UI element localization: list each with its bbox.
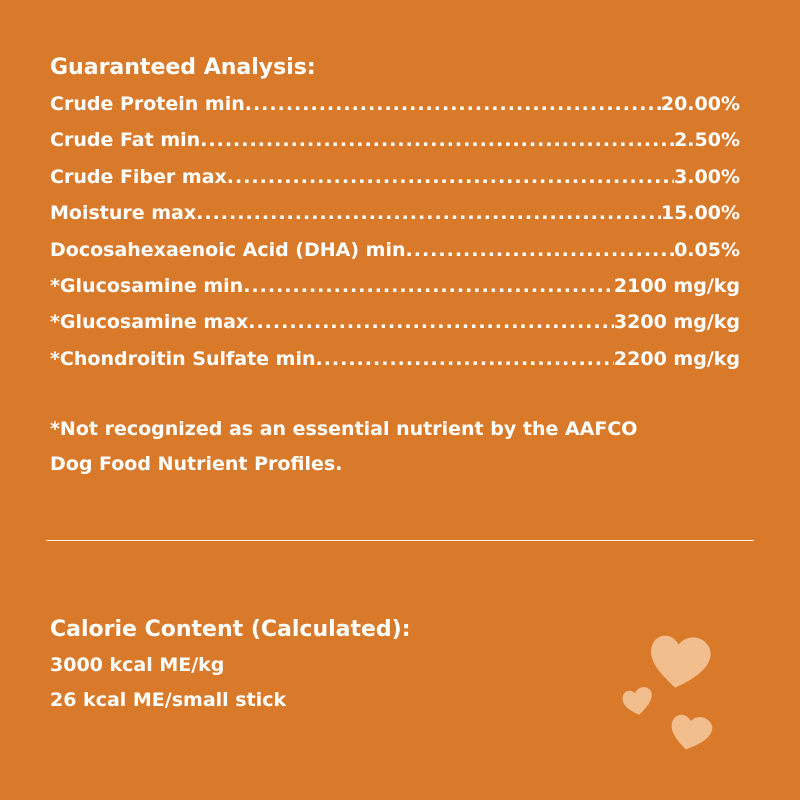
- dot-leader: [248, 304, 614, 340]
- footnote-line-2: Dog Food Nutrient Profiles.: [50, 453, 343, 475]
- analysis-row-crude-protein: [50, 86, 740, 122]
- row-label: *Glucosamine min: [50, 274, 244, 297]
- calorie-line-per-stick: 26 kcal ME/small stick: [50, 689, 287, 711]
- analysis-title: Guaranteed Analysis:: [50, 55, 316, 80]
- analysis-row-chondroitin: [50, 341, 740, 377]
- aafco-footnote: [50, 412, 750, 482]
- analysis-row-glucosamine-max: [50, 304, 740, 340]
- hearts-icon: [610, 625, 740, 760]
- dot-leader: [316, 341, 614, 377]
- row-label: *Glucosamine max: [50, 311, 249, 334]
- dot-leader: [245, 86, 661, 122]
- section-divider: [46, 540, 754, 541]
- row-value: 2100 mg/kg: [613, 274, 740, 297]
- row-value: 20.00%: [660, 93, 740, 115]
- heart-small-icon: [621, 686, 654, 717]
- row-label: *Chondroitin Sulfate min: [50, 347, 316, 370]
- row-label: Moisture max: [50, 202, 197, 225]
- dot-leader: [406, 232, 675, 268]
- row-label: Crude Fiber max: [50, 165, 227, 188]
- analysis-row-crude-fat: [50, 122, 740, 158]
- footnote-line-1: *Not recognized as an essential nutrient by the AAFCO: [50, 418, 638, 440]
- row-label: Crude Protein min: [50, 93, 245, 115]
- row-label: Docosahexaenoic Acid (DHA) min: [50, 238, 406, 261]
- analysis-row-dha: [50, 232, 740, 268]
- dot-leader: [196, 195, 661, 231]
- row-value: 2200 mg/kg: [613, 347, 740, 370]
- row-value: 3.00%: [674, 165, 740, 188]
- calorie-title: Calorie Content (Calculated):: [50, 617, 411, 642]
- heart-medium-icon: [667, 711, 714, 754]
- dot-leader: [227, 159, 674, 195]
- guaranteed-analysis: [50, 50, 740, 377]
- heart-large-icon: [645, 630, 713, 692]
- calorie-line-per-kg: 3000 kcal ME/kg: [50, 654, 225, 676]
- row-value: 2.50%: [674, 129, 740, 152]
- analysis-row-moisture: [50, 195, 740, 231]
- analysis-row-crude-fiber: [50, 159, 740, 195]
- calorie-content: [50, 612, 650, 718]
- row-value: 15.00%: [660, 202, 740, 225]
- dot-leader: [243, 268, 614, 304]
- row-label: Crude Fat min: [50, 129, 201, 152]
- row-value: 3200 mg/kg: [613, 311, 740, 334]
- analysis-row-glucosamine-min: [50, 268, 740, 304]
- row-value: 0.05%: [674, 238, 740, 261]
- dot-leader: [200, 122, 674, 158]
